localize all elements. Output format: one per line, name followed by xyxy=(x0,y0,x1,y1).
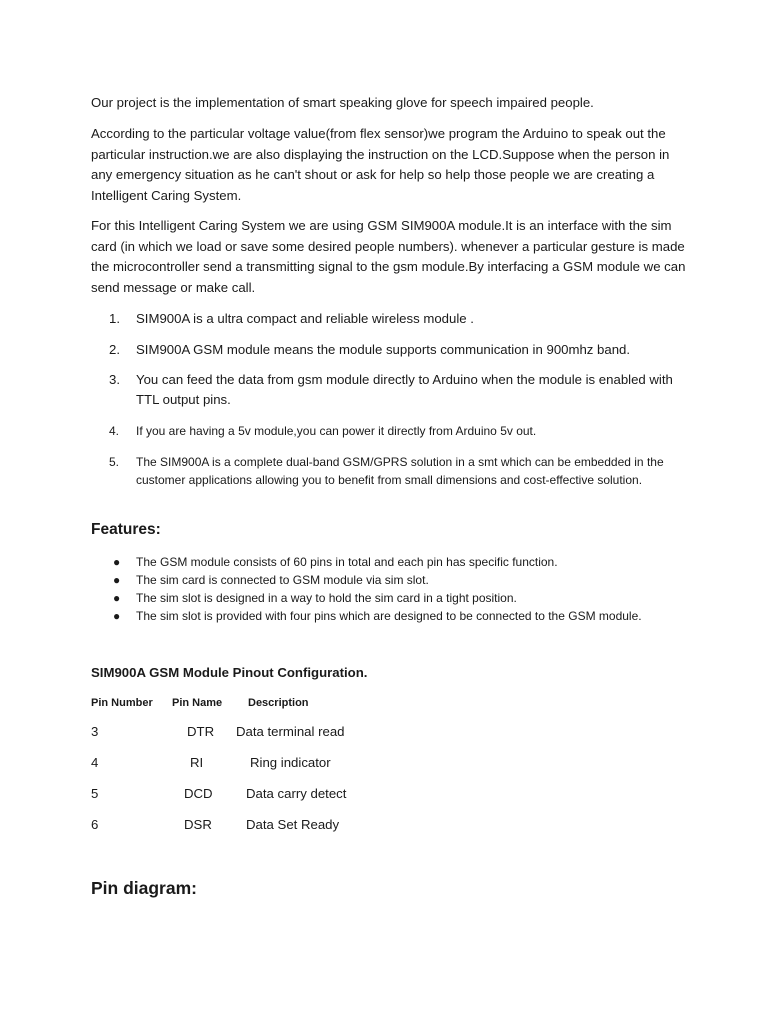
gsm-paragraph: For this Intelligent Caring System we are using GSM SIM900A module.It is an interface with the sim card (in which we load or save some desired people numbers). whenever a particular gesture is made the microcontroller send a transmitting signal to the gsm module.By interfacing a GSM module we can send message or make call. xyxy=(91,218,686,295)
list-text: The SIM900A is a complete dual-band GSM/GPRS solution in a smt which can be embedded in the customer applications allowing you to benefit from small dimensions and cost-effective solution. xyxy=(136,455,664,487)
table-cell: Data Set Ready xyxy=(246,817,340,832)
bullet-icon: ● xyxy=(113,555,121,569)
feature-text: The GSM module consists of 60 pins in total and each pin has specific function. xyxy=(136,555,558,569)
table-cell: 4 xyxy=(91,755,99,770)
list-number: 5. xyxy=(109,455,120,469)
list-number: 4. xyxy=(109,424,120,438)
table-cell: Ring indicator xyxy=(250,755,331,770)
table-cell: Data carry detect xyxy=(246,786,347,801)
table-cell: 5 xyxy=(91,786,99,801)
description-paragraph: According to the particular voltage value(from flex sensor)we program the Arduino to speak out the particular instruction.we are also displaying the instruction on the LCD.Suppose when the person in any emergency situation as he can't shout or ask for help so help those people we are creating a Intelligent Caring System. xyxy=(91,126,670,203)
table-cell: DTR xyxy=(187,724,215,739)
feature-text: The sim card is connected to GSM module via sim slot. xyxy=(136,573,429,587)
pinout-heading: SIM900A GSM Module Pinout Configuration. xyxy=(91,665,368,680)
table-cell: 6 xyxy=(91,817,99,832)
bullet-icon: ● xyxy=(113,591,121,605)
table-header: Description xyxy=(248,697,309,709)
table-cell: DSR xyxy=(184,817,212,832)
feature-text: The sim slot is provided with four pins which are designed to be connected to the GSM module. xyxy=(136,609,642,623)
list-text: If you are having a 5v module,you can power it directly from Arduino 5v out. xyxy=(136,424,537,438)
table-header: Pin Name xyxy=(172,697,223,709)
table-cell: DCD xyxy=(184,786,213,801)
features-heading: Features: xyxy=(91,521,161,538)
table-cell: Data terminal read xyxy=(236,724,345,739)
list-number: 3. xyxy=(109,372,120,387)
intro-paragraph: Our project is the implementation of smart speaking glove for speech impaired people. xyxy=(91,95,594,110)
table-cell: 3 xyxy=(91,724,99,739)
list-number: 1. xyxy=(109,311,120,326)
list-text: You can feed the data from gsm module directly to Arduino when the module is enabled with TTL output pins. xyxy=(136,372,673,407)
bullet-icon: ● xyxy=(113,609,121,623)
list-number: 2. xyxy=(109,342,120,357)
pin-diagram-heading: Pin diagram: xyxy=(91,878,197,898)
list-text: SIM900A GSM module means the module supports communication in 900mhz band. xyxy=(136,342,631,357)
list-text: SIM900A is a ultra compact and reliable wireless module . xyxy=(136,311,474,326)
table-header: Pin Number xyxy=(91,697,153,709)
feature-text: The sim slot is designed in a way to hold the sim card in a tight position. xyxy=(136,591,517,605)
table-cell: RI xyxy=(190,755,204,770)
bullet-icon: ● xyxy=(113,573,121,587)
